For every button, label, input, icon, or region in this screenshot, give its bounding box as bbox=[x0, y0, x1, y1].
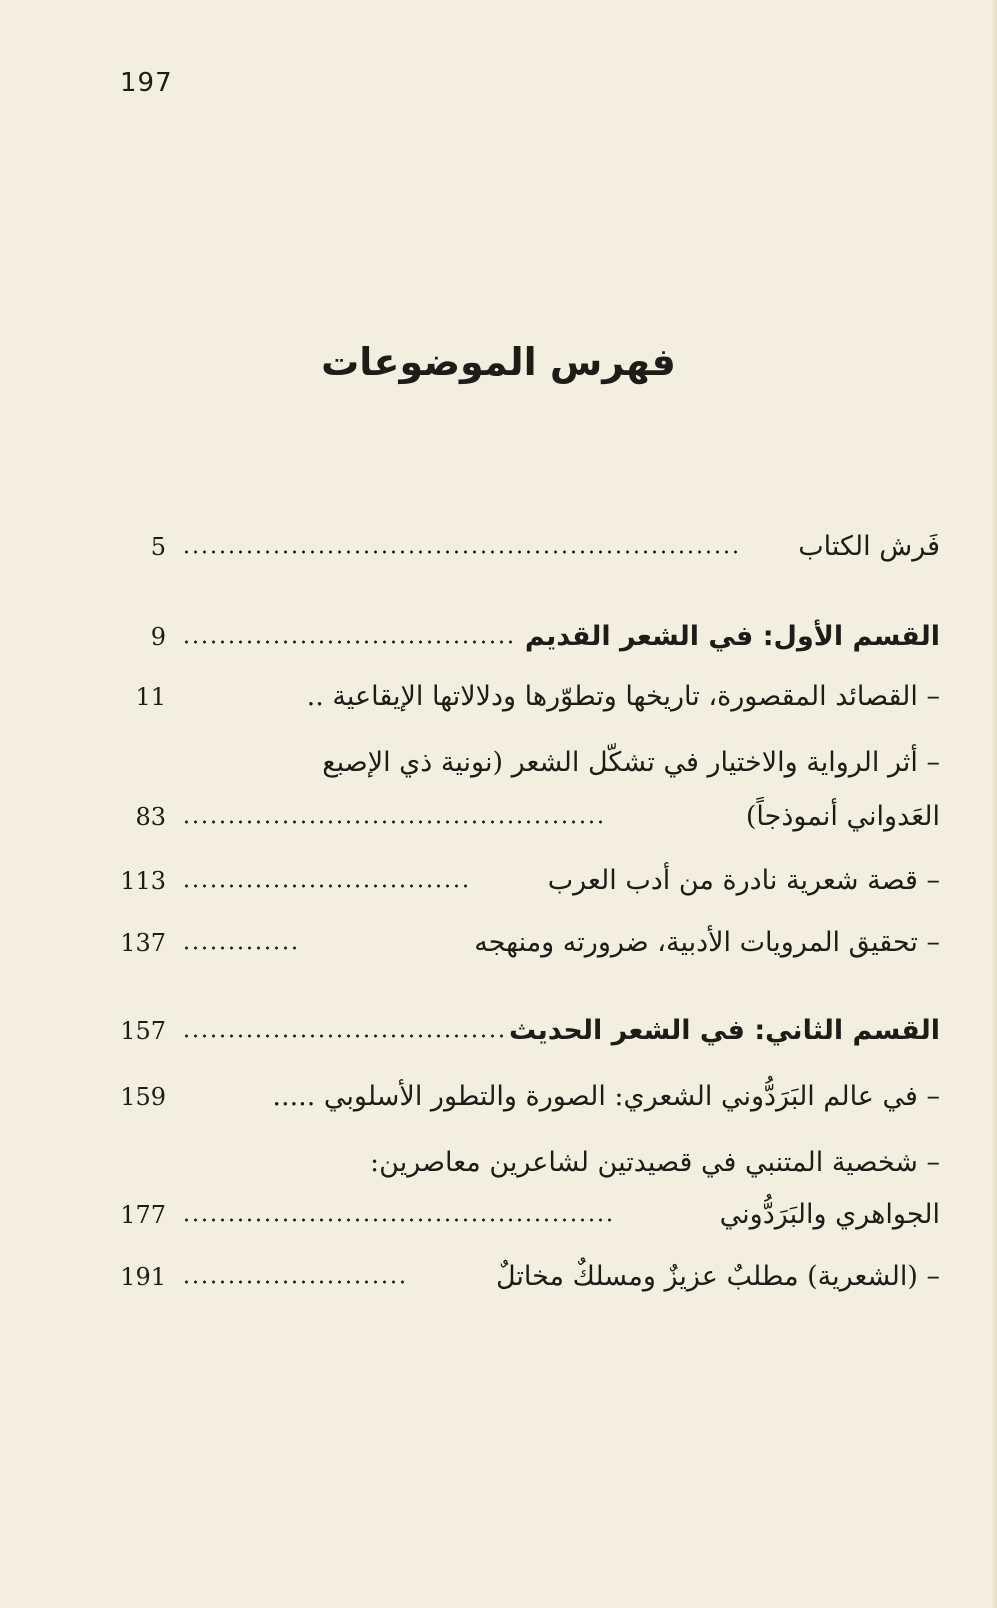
dot-leader bbox=[182, 1280, 407, 1284]
toc-entry-page: 5 bbox=[150, 533, 166, 561]
toc-entry-text: – تحقيق المرويات الأدبية، ضرورته ومنهجه bbox=[474, 927, 940, 958]
toc-section-text: القسم الأول: في الشعر القديم bbox=[524, 621, 940, 652]
toc-entry-page: 83 bbox=[135, 803, 166, 831]
toc-entry bbox=[110, 1190, 940, 1240]
toc-section-entry bbox=[110, 612, 940, 662]
toc-entry-page: 159 bbox=[120, 1083, 166, 1111]
toc-entry-page: 113 bbox=[120, 867, 166, 895]
dot-leader bbox=[182, 820, 602, 824]
toc-entry-page: 177 bbox=[120, 1201, 166, 1229]
page-title: فهرس الموضوعات bbox=[321, 340, 676, 384]
dot-leader bbox=[182, 884, 472, 888]
toc-entry bbox=[110, 1138, 940, 1188]
toc-entry-text: الجواهري والبَرَدُّوني bbox=[719, 1199, 940, 1230]
toc-entry-page: 9 bbox=[150, 623, 166, 651]
toc-entry-text: العَدواني أنموذجاً) bbox=[745, 801, 940, 832]
toc-entry-page: 191 bbox=[120, 1263, 166, 1291]
toc-entry-text: – (الشعرية) مطلبٌ عزيزٌ ومسلكٌ مخاتلٌ bbox=[495, 1261, 940, 1292]
toc-entry-text: – قصة شعرية نادرة من أدب العرب bbox=[547, 865, 940, 896]
toc-entry bbox=[110, 918, 940, 968]
dot-leader bbox=[182, 550, 742, 554]
toc-section-text: القسم الثاني: في الشعر الحديث bbox=[509, 1015, 940, 1046]
dot-leader bbox=[182, 1034, 507, 1038]
dot-leader bbox=[182, 946, 302, 950]
toc-entry-page: 137 bbox=[120, 929, 166, 957]
toc-entry bbox=[110, 738, 940, 788]
toc-entry-text: – أثر الرواية والاختيار في تشكّل الشعر (نونية ذي الإصبع bbox=[322, 747, 940, 778]
toc-entry-text: – شخصية المتنبي في قصيدتين لشاعرين معاصرين: bbox=[370, 1147, 940, 1178]
toc-entry-page: 11 bbox=[135, 683, 166, 711]
toc-entry bbox=[110, 792, 940, 842]
toc-entry-text: – القصائد المقصورة، تاريخها وتطوّرها ودلالاتها الإيقاعية .. bbox=[306, 681, 940, 712]
toc-entry bbox=[110, 1252, 940, 1302]
toc-entry-text: – في عالم البَرَدُّوني الشعري: الصورة والتطور الأسلوبي ..... bbox=[272, 1081, 940, 1112]
toc-entry-text: فَرش الكتاب bbox=[798, 531, 940, 562]
page-number: 197 bbox=[120, 68, 173, 98]
toc-entry bbox=[110, 856, 940, 906]
toc-section-entry bbox=[110, 1006, 940, 1056]
page-edge bbox=[991, 0, 997, 1608]
toc-entry bbox=[110, 1072, 940, 1122]
toc-entry-page: 157 bbox=[120, 1017, 166, 1045]
dot-leader bbox=[182, 1218, 612, 1222]
toc-entry bbox=[110, 672, 940, 722]
toc-entry bbox=[110, 522, 940, 572]
dot-leader bbox=[182, 640, 517, 644]
